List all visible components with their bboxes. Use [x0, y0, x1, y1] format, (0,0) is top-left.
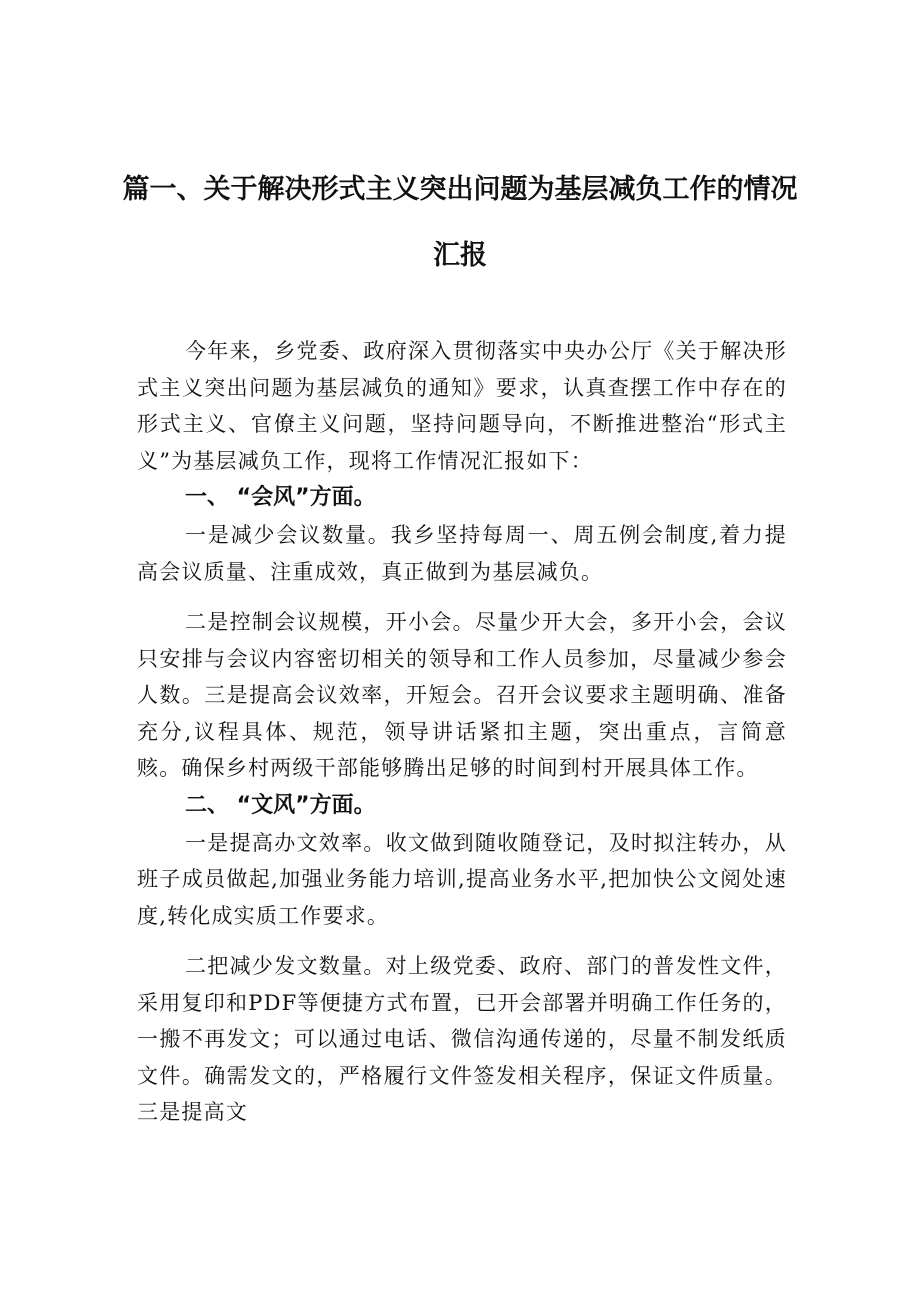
section2-paragraph-1: 一是提高办文效率。收文做到随收随登记，及时拟注转办，从班子成员做起,加强业务能力培训,提高业务水平,把加快公文阅处速度,转化成实质工作要求。: [137, 830, 787, 928]
document-title-line1: 篇一、关于解决形式主义突出问题为基层减负工作的情况: [122, 174, 798, 205]
section2-paragraph-2: 二把减少发文数量。对上级党委、政府、部门的普发性文件，采用复印和PDF等便捷方式布置，已开会部署并明确工作任务的，一搬不再发文；可以通过电话、微信沟通传递的，尽量不制发纸质文件。确需发文的，严格履行文件签发相关程序，保证文件质量。三是提高文: [137, 954, 787, 1124]
document-body: [137, 333, 787, 1131]
intro-paragraph: 今年来，乡党委、政府深入贯彻落实中央办公厅《关于解决形式主义突出问题为基层减负的通知》要求，认真查摆工作中存在的形式主义、官僚主义问题，坚持问题导向，不断推进整治“形式主义”为基层减负工作，现将工作情况汇报如下：: [137, 339, 787, 473]
section1-paragraph-1: 一是减少会议数量。我乡坚持每周一、周五例会制度,着力提高会议质量、注重成效，真正做到为基层减负。: [137, 523, 787, 584]
section2-heading: 二、 “文风”方面。: [185, 792, 376, 818]
section1-paragraph-2: 二是控制会议规模，开小会。尽量少开大会，多开小会，会议只安排与会议内容密切相关的领导和工作人员参加，尽量减少参会人数。三是提高会议效率，开短会。召开会议要求主题明确、准备充分,议程具体、规范，领导讲话紧扣主题，突出重点，言简意赅。确保乡村两级干部能够腾出足够的时间到村开展具体工作。: [137, 610, 787, 780]
section1-heading: 一、 “会风”方面。: [185, 485, 376, 510]
document-title-line2: 汇报: [433, 240, 487, 271]
